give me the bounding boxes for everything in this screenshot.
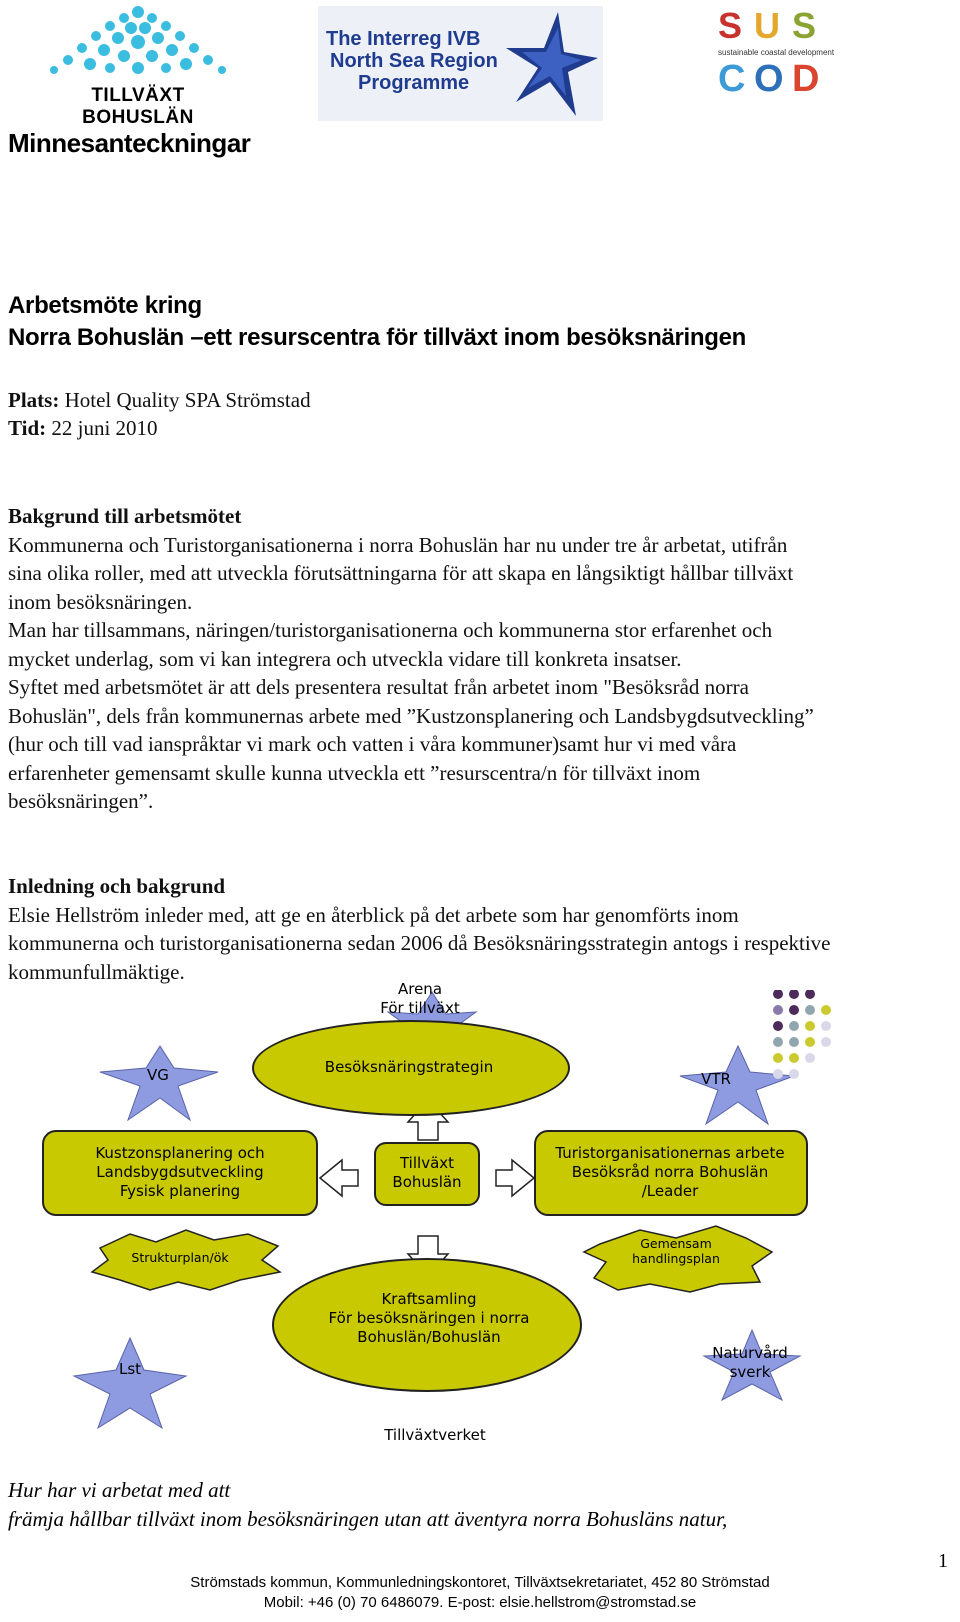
strategy-diagram xyxy=(0,980,960,1460)
time-value: 22 juni 2010 xyxy=(46,416,158,440)
arena-label-line: Arena xyxy=(397,980,443,998)
background-line: (hur och till vad ianspråktar vi mark och vatten i våra kommuner)samt hur vi med våra xyxy=(8,732,737,756)
turist-label-line: /Leader xyxy=(641,1182,699,1200)
suscod-letter-s1: S xyxy=(718,5,743,46)
vtr-label: VTR xyxy=(701,1070,731,1088)
lst-label: Lst xyxy=(118,1360,142,1378)
tillvaxt-logo-text: TILLVÄXT BOHUSLÄN xyxy=(82,85,194,128)
arena-label-line: För tillväxt xyxy=(380,999,460,1017)
time-label: Tid: xyxy=(8,416,47,440)
lst-star xyxy=(74,1338,186,1428)
tillvaxtverket-label: Tillväxtverket xyxy=(384,1426,486,1444)
intro-line: Elsie Hellström inleder med, att ge en återblick på det arbete som har genomförts inom xyxy=(8,902,739,927)
document-title: Minnesanteckningar xyxy=(8,128,251,158)
kraft-label xyxy=(284,1290,574,1347)
gemensam-label-line: handlingsplan xyxy=(632,1251,720,1266)
gemensam-label xyxy=(606,1236,746,1266)
struktur-label: Strukturplan/ök xyxy=(131,1250,229,1265)
vg-label: VG xyxy=(147,1066,169,1084)
background-line: Syftet med arbetsmötet är att dels presentera resultat från arbetet inom "Besöksråd norra xyxy=(8,675,749,699)
kraft-label-line: För besöksnäringen i norra xyxy=(328,1309,530,1327)
background-line: erfarenheter gemensamt skulle kunna utveckla ett ”resurscentra/n för tillväxt inom xyxy=(8,760,701,785)
page-number: 1 xyxy=(938,1550,948,1572)
intro-line: kommunfullmäktige. xyxy=(8,959,185,984)
background-heading: Bakgrund till arbetsmötet xyxy=(8,504,242,528)
tillvaxt-label-line: Tillväxt xyxy=(399,1154,455,1172)
tillvaxt-label-line: Bohuslän xyxy=(392,1173,462,1191)
interreg-logo xyxy=(318,6,603,121)
dot-grid-decoration xyxy=(773,990,831,1079)
suscod-letter-u: U xyxy=(754,5,780,46)
meeting-heading-2: Norra Bohuslän –ett resurscentra för tillväxt inom besöksnäringen xyxy=(8,324,747,351)
kustzon-label-line: Kustzonsplanering och xyxy=(95,1144,265,1162)
meeting-heading-1: Arbetsmöte kring xyxy=(8,292,202,319)
kustzon-label-line: Fysisk planering xyxy=(119,1182,241,1200)
background-line: inom besöksnäringen. xyxy=(8,589,193,614)
background-line: Kommunerna och Turistorganisationerna i norra Bohuslän har nu under tre år arbetat, utifrån xyxy=(8,532,788,557)
background-line: besöksnäringen”. xyxy=(8,789,154,813)
background-section xyxy=(8,502,953,816)
suscod-letter-d: D xyxy=(792,58,820,100)
time-line xyxy=(8,414,158,443)
intro-section xyxy=(8,872,953,986)
strategy-label: Besöksnäringstrategin xyxy=(324,1058,494,1076)
background-line: sina olika roller, med att utveckla förutsättningarna för att skapa en långsiktigt hållbar tillväxt xyxy=(8,561,794,585)
suscod-letter-o: O xyxy=(754,58,784,100)
suscod-letter-s2: S xyxy=(792,5,817,46)
arrow-right-icon xyxy=(346,1160,364,1170)
tillvaxt-bohuslan-logo xyxy=(38,4,238,128)
kustzon-label xyxy=(42,1144,318,1201)
footer-line-1: Strömstads kommun, Kommunledningskontoret, Tillväxtsekretariatet, 452 80 Strömstad xyxy=(190,1574,770,1591)
suscod-tagline: sustainable coastal development xyxy=(718,48,835,57)
natur-label-line: Naturvård xyxy=(712,1344,788,1362)
turist-label xyxy=(520,1144,820,1201)
background-line: mycket underlag, som vi kan integrera och utveckla vidare till konkreta insatser. xyxy=(8,646,682,671)
interreg-line-1: The Interreg IVB xyxy=(326,28,481,50)
kraft-label-line: Bohuslän/Bohuslän xyxy=(357,1328,501,1346)
place-line xyxy=(8,386,311,415)
arena-label xyxy=(360,980,480,1018)
arrow-left-icon xyxy=(320,1160,358,1196)
place-label: Plats: xyxy=(8,388,60,412)
turist-label-line: Turistorganisationernas arbete xyxy=(555,1144,785,1162)
closing-line-1: Hur har vi arbetat med att xyxy=(8,1478,231,1502)
natur-label-line: sverk xyxy=(729,1363,771,1381)
interreg-line-3: Programme xyxy=(358,72,470,94)
starfish-icon xyxy=(498,8,602,120)
kustzon-label-line: Landsbygdsutveckling xyxy=(96,1163,264,1181)
background-line: Bohuslän", dels från kommunernas arbete med ”Kustzonsplanering och Landsbygdsutveckling” xyxy=(8,703,814,728)
suscod-letter-c: C xyxy=(718,58,746,100)
closing-line-2: främja hållbar tillväxt inom besöksnäringen utan att äventyra norra Bohusläns natur, xyxy=(8,1507,728,1531)
intro-line: kommunerna och turistorganisationerna sedan 2006 då Besöksnäringsstrategin antogs i respektive xyxy=(8,931,831,955)
kraft-label-line: Kraftsamling xyxy=(381,1290,477,1308)
dots-icon xyxy=(38,4,238,76)
tillvaxt-label xyxy=(374,1154,480,1192)
interreg-line-2: North Sea Region xyxy=(330,50,498,72)
natur-label xyxy=(690,1344,810,1382)
suscod-logo xyxy=(718,5,835,100)
intro-heading: Inledning och bakgrund xyxy=(8,874,226,898)
background-line: Man har tillsammans, näringen/turistorganisationerna och kommunerna stor erfarenhet och xyxy=(8,618,773,642)
footer-line-2: Mobil: +46 (0) 70 6486079. E-post: elsie.hellstrom@stromstad.se xyxy=(263,1594,697,1611)
place-value: Hotel Quality SPA Strömstad xyxy=(59,388,311,412)
gemensam-label-line: Gemensam xyxy=(640,1236,712,1251)
turist-label-line: Besöksråd norra Bohuslän xyxy=(571,1163,769,1181)
